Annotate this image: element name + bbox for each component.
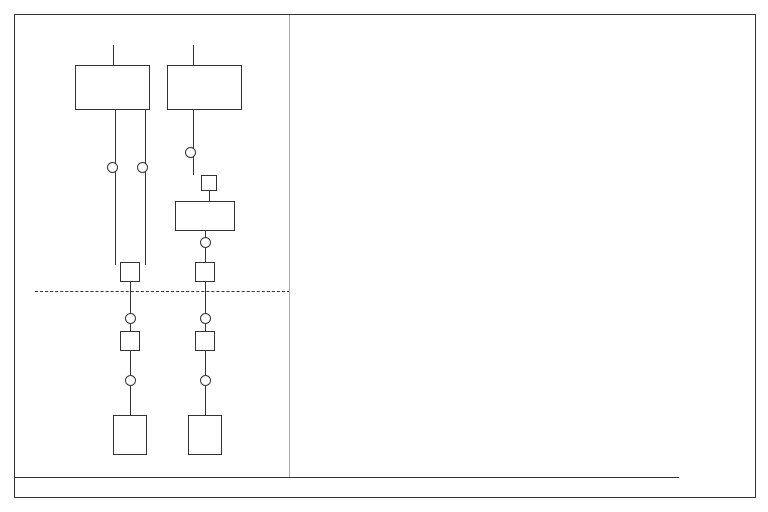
tag-3 <box>185 147 196 158</box>
panel-lv1a <box>75 65 150 110</box>
power-jbox-2-top <box>195 262 215 282</box>
tag-1 <box>107 162 118 173</box>
tag-4 <box>200 237 211 248</box>
power-control-system <box>175 201 235 231</box>
tag-7 <box>125 375 136 386</box>
drawing-sheet <box>14 14 756 498</box>
tag-2 <box>137 162 148 173</box>
power-jbox-1 <box>120 262 140 282</box>
evcs-2 <box>188 415 222 455</box>
tag-8 <box>200 375 211 386</box>
evcs-1 <box>113 415 147 455</box>
panel-pp1 <box>167 65 242 110</box>
dsc-box <box>201 175 217 191</box>
riser-diagram <box>15 15 290 485</box>
tag-5 <box>125 313 136 324</box>
tag-6 <box>200 313 211 324</box>
comms-jbox <box>195 331 215 351</box>
power-jbox-2 <box>120 331 140 351</box>
